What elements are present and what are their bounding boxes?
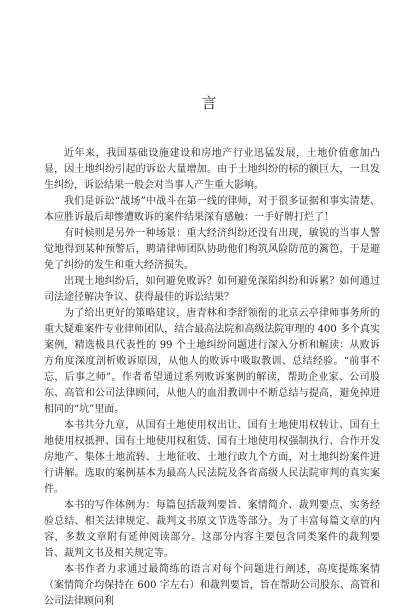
body-text (44, 146, 380, 610)
paragraph: 我们是诉讼“战场”中战斗在第一线的律师，对于很多证据和事实清楚、本应胜诉最后却惨遭败诉的案件结果深有感触：一手好牌打烂了！ (44, 196, 380, 223)
paragraph: 近年来，我国基础设施建设和房地产行业迅猛发展，土地价值愈加凸显，因土地纠纷引起的诉讼大量增加。由于土地纠纷的标的额巨大，一旦发生纠纷，诉讼结果一般会对当事人产生重大影响。 (44, 148, 380, 191)
paragraph: 有时候则是另外一种场景：重大经济纠纷还没有出现，敏锐的当事人警觉地得到某种预警后，聘请律师团队协助他们构筑风险防范的篱笆，于是避免了纠纷的发生和重大经济损失。 (44, 228, 380, 271)
paragraph: 出现土地纠纷后，如何避免败诉？如何避免深陷纠纷和诉累？如何通过司法途径解决争议、获得最佳的诉讼结果？ (44, 276, 380, 303)
paragraph: 本书作者力求通过最简练的语言对每个问题进行阐述，高度提炼案情（案情简介均保持在 600 字左右）和裁判要旨，旨在帮助公司股东、高管和公司法律顾问利 (44, 564, 380, 607)
paragraph: 本书的写作体例为：每篇包括裁判要旨、案情简介、裁判要点、实务经验总结、相关法律规定、裁判文书原文节选等部分。为了丰富每篇文章的内容，多数文章附有延伸阅读部分。这部分内容主要包含同类案件的裁判要旨、裁判文书及相关规定等。 (44, 500, 380, 559)
paragraph: 本书共分九章，从国有土地使用权出让、国有土地使用权转让、国有土地使用权抵押、国有土地使用权租赁、国有土地使用权强制执行、合作开发房地产、集体土地流转、土地征收、土地行政九个方面，对土地纠纷案件进行讲解。选取的案例基本为最高人民法院及各省高级人民法院审判的真实案件。 (44, 420, 380, 495)
paragraph: 为了给出更好的策略建议，唐青林和李舒领衔的北京云亭律师事务所的重大疑难案件专业律师团队，结合最高法院和高级法院审理的 400 多个真实案例，精选极具代表性的 99 个土地纠纷问题进行深入分析和解读：从败诉方角度深度剖析败诉原因，从他人的败诉中吸取教训、总结经验。“前事不忘，后事之师”。作者希望通过系列败诉案例的解读，帮助企业家、公司股东、高管和公司法律顾问，从他人的血泪教训中不断总结与提高，避免掉进相同的“坑”里面。 (44, 308, 380, 415)
section-heading: 言 (201, 94, 219, 112)
